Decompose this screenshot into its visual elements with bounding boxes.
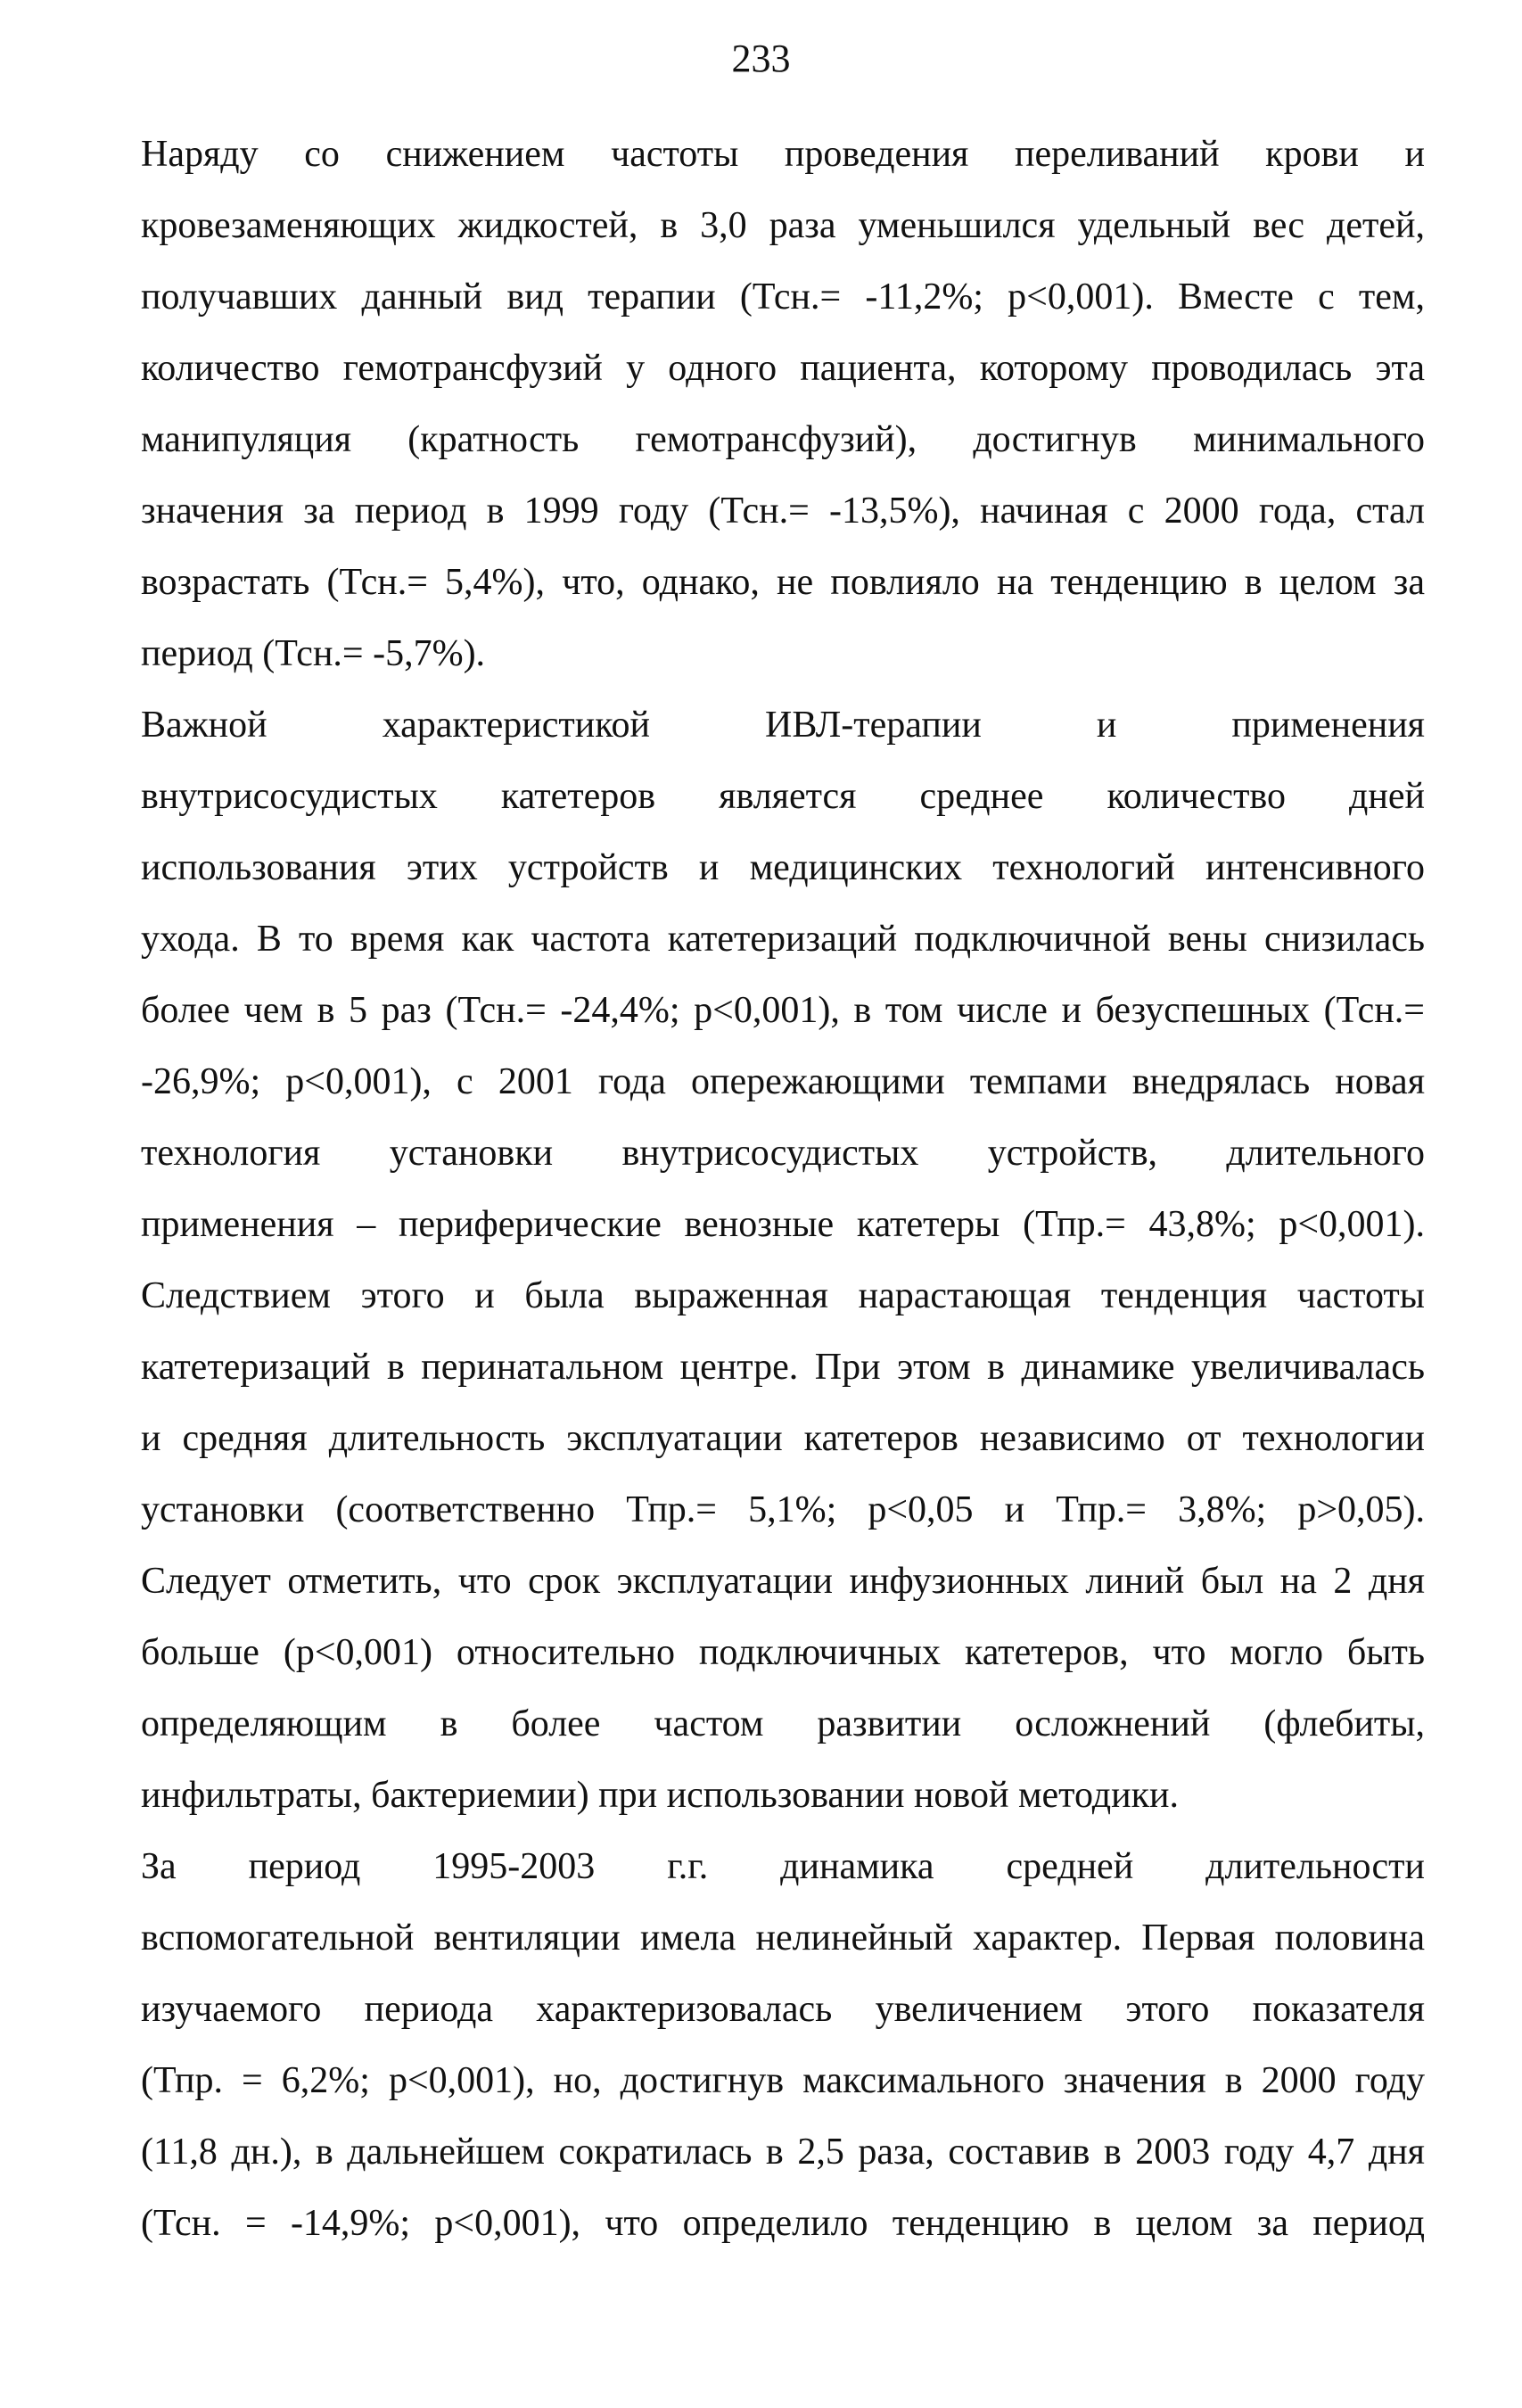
text-line: -26,9%; p<0,001), с 2001 года опережающими темпами внедрялась новая	[141, 1061, 1425, 1102]
text-line: ухода. В то время как частота катетеризаций подключичной вены снизилась	[141, 919, 1425, 960]
text-line: больше (p<0,001) относительно подключичных катетеров, что могло быть	[141, 1632, 1425, 1673]
text-line: значения за период в 1999 году (Тсн.= -13,5%), начиная с 2000 года, стал	[141, 491, 1425, 532]
text-line: (Тсн. = -14,9%; p<0,001), что определило тенденцию в целом за период	[141, 2203, 1425, 2244]
text-line: количество гемотрансфузий у одного пациента, которому проводилась эта	[141, 348, 1425, 389]
page-number: 233	[731, 37, 791, 80]
text-line: возрастать (Тсн.= 5,4%), что, однако, не повлияло на тенденцию в целом за	[141, 562, 1425, 603]
text-line: определяющим в более частом развитии осложнений (флебиты,	[141, 1703, 1425, 1744]
text-line: использования этих устройств и медицинских технологий интенсивного	[141, 847, 1425, 888]
text-line: Следствием этого и была выраженная нарастающая тенденция частоты	[141, 1275, 1425, 1316]
document-body	[141, 119, 1425, 2259]
text-line: (Тпр. = 6,2%; p<0,001), но, достигнув максимального значения в 2000 году	[141, 2060, 1425, 2101]
text-line: изучаемого периода характеризовалась увеличением этого показателя	[141, 1989, 1425, 2030]
text-line: кровезаменяющих жидкостей, в 3,0 раза уменьшился удельный вес детей,	[141, 205, 1425, 246]
text-line: За период 1995-2003 г.г. динамика средней длительности	[141, 1846, 1425, 1887]
paragraph-transfusions	[141, 119, 1425, 689]
paragraph-ventilation	[141, 1831, 1425, 2259]
text-line: период (Тсн.= -5,7%).	[141, 633, 486, 674]
text-line: и средняя длительность эксплуатации катетеров независимо от технологии	[141, 1418, 1425, 1459]
text-line: более чем в 5 раз (Тсн.= -24,4%; p<0,001), в том числе и безуспешных (Тсн.=	[141, 990, 1425, 1031]
text-line: манипуляция (кратность гемотрансфузий), достигнув минимального	[141, 419, 1425, 460]
text-line: инфильтраты, бактериемии) при использовании новой методики.	[141, 1775, 1179, 1816]
text-line: вспомогательной вентиляции имела нелинейный характер. Первая половина	[141, 1917, 1425, 1959]
text-line: Важной характеристикой ИВЛ-терапии и применения	[141, 705, 1425, 746]
text-line: применения – периферические венозные катетеры (Тпр.= 43,8%; p<0,001).	[141, 1204, 1425, 1245]
text-line: катетеризаций в перинатальном центре. При этом в динамике увеличивалась	[141, 1347, 1425, 1388]
text-line: Следует отметить, что срок эксплуатации инфузионных линий был на 2 дня	[141, 1561, 1425, 1602]
text-line: получавших данный вид терапии (Тсн.= -11,2%; p<0,001). Вместе с тем,	[141, 276, 1425, 317]
text-line: установки (соответственно Тпр.= 5,1%; p<0,05 и Тпр.= 3,8%; p>0,05).	[141, 1489, 1425, 1530]
paragraph-catheters	[141, 689, 1425, 1831]
text-line: внутрисосудистых катетеров является среднее количество дней	[141, 776, 1425, 817]
text-line: технология установки внутрисосудистых устройств, длительного	[141, 1133, 1425, 1174]
text-line: (11,8 дн.), в дальнейшем сократилась в 2,5 раза, составив в 2003 году 4,7 дня	[141, 2132, 1425, 2173]
text-line: Наряду со снижением частоты проведения переливаний крови и	[141, 134, 1425, 175]
